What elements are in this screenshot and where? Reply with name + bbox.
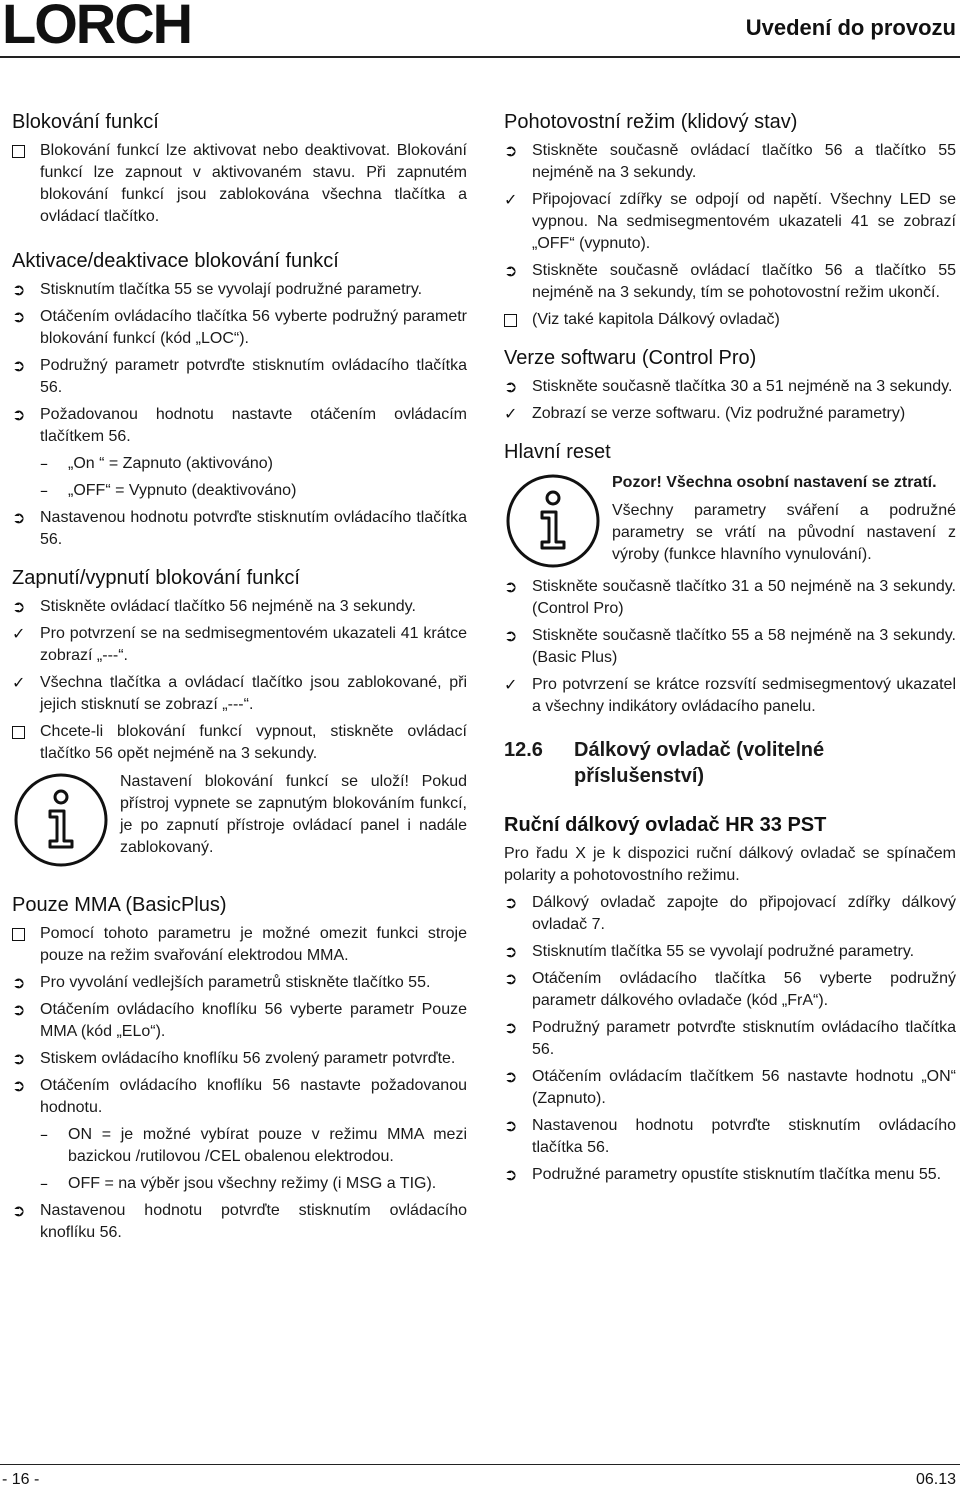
list-item: ➲ Dálkový ovladač zapojte do připojovací zdířky dálkový ovladač 7.	[504, 893, 956, 933]
arrow-icon: ➲	[12, 973, 26, 992]
list-item: ➲ Stisknutím tlačítka 55 se vyvolají podružné parametry.	[504, 942, 915, 961]
list-item: ➲ Otáčením ovládacího knoflíku 56 vyberte parametr Pouze MMA (kód „ELo“).	[12, 1000, 467, 1040]
checkmark-icon: ✓	[504, 190, 518, 209]
arrow-icon: ➲	[12, 307, 26, 326]
checkmark-icon: ✓	[504, 675, 518, 694]
dash-item: – OFF = na výběr jsou všechny režimy (i MSG a TIG).	[40, 1174, 437, 1193]
document-date: 06.13	[915, 1471, 956, 1488]
list-item: Blokování funkcí lze aktivovat nebo deaktivovat. Blokování funkcí lze zapnout v aktivovaném stavu. Při zapnutém blokování funkcí jsou zablokována všechna tlačítka a ovládací tlačítko.	[12, 140, 467, 228]
list-item: ➲ Stiskněte současně tlačítko 55 a 58 nejméně na 3 sekundy. (Basic Plus)	[504, 626, 956, 666]
list-item: ➲ Stiskněte současně tlačítka 30 a 51 nejméně na 3 sekundy.	[504, 377, 953, 396]
list-item: ➲ Nastavenou hodnotu potvrďte stisknutím ovládacího tlačítka 56.	[12, 508, 467, 548]
section-title-zapnuti: Zapnutí/vypnutí blokování funkcí	[12, 567, 300, 589]
arrow-icon: ➲	[12, 597, 26, 616]
section-title-blokovani: Blokování funkcí	[12, 111, 159, 133]
chapter-number: 12.6	[504, 739, 543, 761]
dash-item: – ON = je možné vybírat pouze v režimu MMA mezi bazickou /rutilovou /CEL obalenou elektrodou.	[40, 1125, 467, 1165]
list-item: Chcete-li blokování funkcí vypnout, stiskněte ovládací tlačítko 56 opět nejméně na 3 sekundy.	[12, 721, 467, 765]
lorch-logo: LORCH	[2, 0, 192, 55]
arrow-icon: ➲	[12, 405, 26, 424]
arrow-icon: ➲	[504, 942, 518, 961]
page-header-title: Uvedení do provozu	[745, 15, 956, 40]
arrow-icon: ➲	[12, 508, 26, 527]
checkbox-icon	[12, 140, 34, 164]
checkmark-icon: ✓	[12, 624, 26, 643]
list-item: ➲ Otáčením ovládacím tlačítkem 56 nastavte hodnotu „ON“ (Zapnuto).	[504, 1067, 956, 1107]
arrow-icon: ➲	[504, 577, 518, 596]
chapter-heading	[504, 737, 956, 789]
arrow-icon: ➲	[504, 969, 518, 988]
list-item: ✓ Pro potvrzení se na sedmisegmentovém ukazateli 41 krátce zobrazí „---“.	[12, 624, 467, 664]
list-item: ➲ Stiskněte současně tlačítko 31 a 50 nejméně na 3 sekundy. (Control Pro)	[504, 577, 956, 617]
dash-icon: –	[40, 481, 48, 500]
note-text: Všechny parametry sváření a podružné parametry se vrátí na původní nastavení z výroby (funkce hlavního vynulování).	[612, 502, 956, 563]
list-item: ➲ Nastavenou hodnotu potvrďte stisknutím ovládacího tlačítka 56.	[504, 1116, 956, 1156]
arrow-icon: ➲	[504, 377, 518, 396]
list-item: ➲ Otáčením ovládacího tlačítka 56 vyberte podružný parametr blokování funkcí (kód „LOC“).	[12, 307, 467, 347]
section-title-pouze-mma: Pouze MMA (BasicPlus)	[12, 894, 227, 916]
note-warning: Pozor! Všechna osobní nastavení se ztratí.	[612, 474, 937, 491]
list-item: ➲ Podružné parametry opustíte stisknutím tlačítka menu 55.	[504, 1165, 942, 1184]
chapter-title: Dálkový ovladač (volitelné příslušenství)	[574, 739, 825, 787]
list-item: Pomocí tohoto parametru je možné omezit funkci stroje pouze na režim svařování elektrodou MMA.	[12, 923, 467, 967]
arrow-icon: ➲	[504, 261, 518, 280]
list-item: ➲ Požadovanou hodnotu nastavte otáčením ovládacím tlačítkem 56.	[12, 405, 467, 445]
list-item: (Viz také kapitola Dálkový ovladač)	[504, 309, 956, 331]
intro-paragraph: Pro řadu X je k dispozici ruční dálkový ovladač se spínačem polarity a pohotovostního režimu.	[504, 845, 956, 884]
arrow-icon: ➲	[504, 1067, 518, 1086]
arrow-icon: ➲	[504, 1018, 518, 1037]
dash-icon: –	[40, 1125, 48, 1144]
arrow-icon: ➲	[12, 1201, 26, 1220]
list-item: ➲ Nastavenou hodnotu potvrďte stisknutím ovládacího knoflíku 56.	[12, 1201, 467, 1241]
list-item: ➲ Podružný parametr potvrďte stisknutím ovládacího tlačítka 56.	[504, 1018, 956, 1058]
dash-item: – „OFF“ = Vypnuto (deaktivováno)	[40, 481, 297, 500]
warning-note	[504, 472, 956, 570]
section-title-pohotovostni: Pohotovostní režim (klidový stav)	[504, 111, 798, 133]
arrow-icon: ➲	[504, 893, 518, 912]
list-item: ➲ Otáčením ovládacího knoflíku 56 nastavte požadovanou hodnotu.	[12, 1076, 467, 1116]
checkbox-icon	[12, 923, 34, 947]
page-number: - 16 -	[2, 1471, 40, 1488]
list-item: ✓ Připojovací zdířky se odpojí od napětí. Všechny LED se vypnou. Na sedmisegmentovém ukazateli 41 se zobrazí „OFF“ (vypnuto).	[504, 190, 956, 252]
checkmark-icon: ✓	[12, 673, 26, 692]
list-item: ➲ Otáčením ovládacího tlačítka 56 vyberte podružný parametr dálkového ovladače (kód „FrA“).	[504, 969, 956, 1009]
arrow-icon: ➲	[12, 1076, 26, 1095]
dash-icon: –	[40, 454, 48, 473]
list-item: ➲ Stiskem ovládacího knoflíku 56 zvolený parametr potvrďte.	[12, 1049, 456, 1068]
info-icon	[12, 771, 110, 869]
list-item: ✓ Zobrazí se verze softwaru. (Viz podružné parametry)	[504, 404, 906, 423]
list-item: ➲ Stisknutím tlačítka 55 se vyvolají podružné parametry.	[12, 280, 423, 299]
checkbox-icon	[12, 721, 34, 745]
list-item: ➲ Stiskněte ovládací tlačítko 56 nejméně na 3 sekundy.	[12, 597, 416, 616]
list-item: ➲ Pro vyvolání vedlejších parametrů stiskněte tlačítko 55.	[12, 973, 431, 992]
list-item: ➲ Stiskněte současně ovládací tlačítko 56 a tlačítko 55 nejméně na 3 sekundy.	[504, 141, 956, 181]
checkmark-icon: ✓	[504, 404, 518, 423]
arrow-icon: ➲	[12, 356, 26, 375]
header-divider	[0, 56, 960, 58]
list-item: ✓ Všechna tlačítka a ovládací tlačítko jsou zablokované, při jejich stisknutí se zobrazí „---“.	[12, 673, 467, 713]
left-column	[12, 108, 467, 1249]
checkbox-icon	[504, 309, 526, 333]
arrow-icon: ➲	[504, 1116, 518, 1135]
arrow-icon: ➲	[12, 1049, 26, 1068]
arrow-icon: ➲	[12, 280, 26, 299]
section-title-rucni-ovladac: Ruční dálkový ovladač HR 33 PST	[504, 814, 827, 836]
arrow-icon: ➲	[12, 1000, 26, 1019]
dash-icon: –	[40, 1174, 48, 1193]
section-title-verze: Verze softwaru (Control Pro)	[504, 347, 757, 369]
list-item: ➲ Podružný parametr potvrďte stisknutím ovládacího tlačítka 56.	[12, 356, 467, 396]
arrow-icon: ➲	[504, 141, 518, 160]
section-title-aktivace: Aktivace/deaktivace blokování funkcí	[12, 250, 339, 272]
info-icon	[504, 472, 602, 570]
list-item: ➲ Stiskněte současně ovládací tlačítko 56 a tlačítko 55 nejméně na 3 sekundy, tím se pohotovostní režim ukončí.	[504, 261, 956, 301]
arrow-icon: ➲	[504, 626, 518, 645]
arrow-icon: ➲	[504, 1165, 518, 1184]
dash-item: – „On “ = Zapnuto (aktivováno)	[40, 454, 273, 473]
note-text: Nastavení blokování funkcí se uloží! Pokud přístroj vypnete se zapnutým blokováním funkcí, je po zapnutí přístroje ovládací panel i nadále zablokovaný.	[120, 773, 467, 856]
list-item: ✓ Pro potvrzení se krátce rozsvítí sedmisegmentový ukazatel a všechny indikátory ovládacího panelu.	[504, 675, 956, 715]
right-column	[504, 108, 956, 1191]
footer-divider	[0, 1464, 960, 1465]
info-note	[12, 771, 467, 869]
section-title-hlavni-reset: Hlavní reset	[504, 441, 611, 463]
